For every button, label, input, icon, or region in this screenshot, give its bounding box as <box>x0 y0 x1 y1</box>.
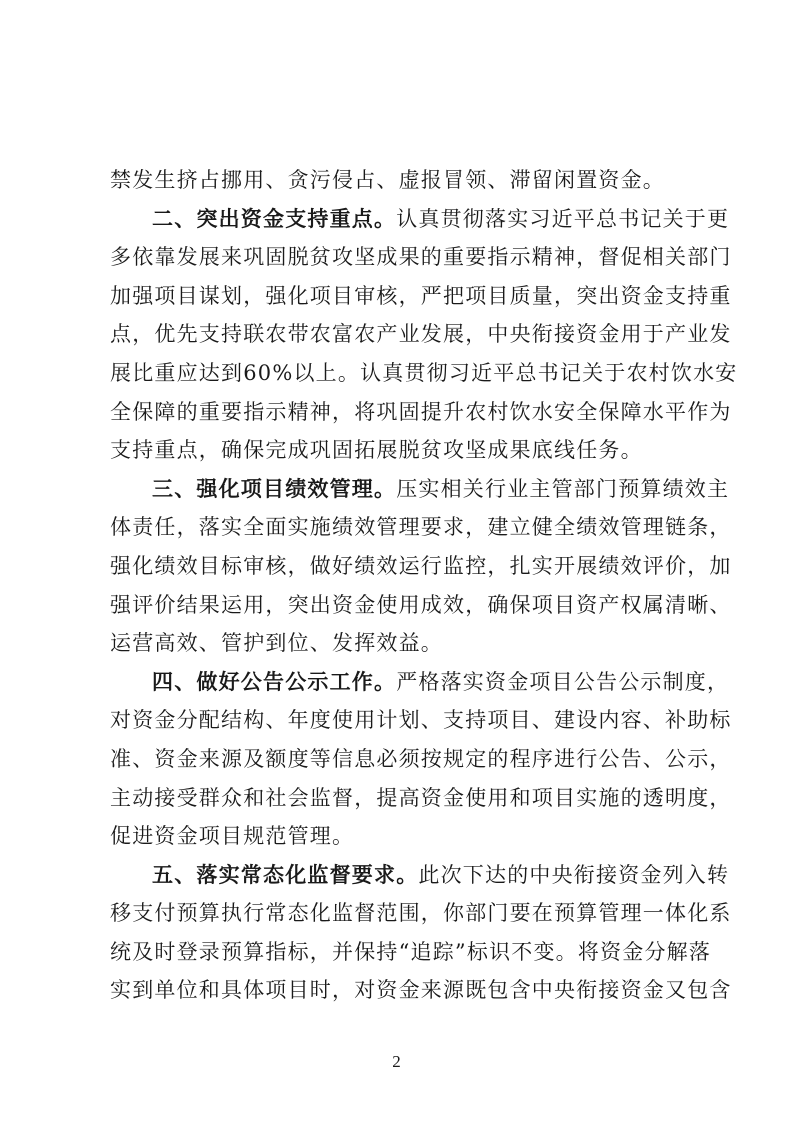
text-line <box>110 856 730 895</box>
page-number: 2 <box>392 1052 401 1071</box>
text-line: 统及时登录预算指标，并保持“追踪”标识不变。将资金分解落 <box>110 939 712 964</box>
line-text: 认真贯彻落实习近平总书记关于更 <box>396 206 730 231</box>
text-line: 强评价结果运用，突出资金使用成效，确保项目资产权属清晰、 <box>110 592 732 617</box>
text-line: 全保障的重要指示精神，将巩固提升农村饮水安全保障水平作为 <box>110 399 732 424</box>
text-line: 加强项目谋划，强化项目审核，严把项目质量，突出资金支持重 <box>110 283 732 308</box>
section-heading: 四、做好公告公示工作。 <box>152 669 397 694</box>
text-line: 对资金分配结构、年度使用计划、支持项目、建设内容、补助标 <box>110 708 732 733</box>
text-line: 禁发生挤占挪用、贪污侵占、虚报冒领、滞留闲置资金。 <box>110 168 665 192</box>
section-heading: 二、突出资金支持重点。 <box>152 206 397 231</box>
text-line <box>110 470 730 509</box>
text-line: 移支付预算执行常态化监督范围，你部门要在预算管理一体化系 <box>110 901 732 926</box>
section-heading: 三、强化项目绩效管理。 <box>152 476 397 501</box>
line-text: 此次下达的中央衔接资金列入转 <box>418 862 730 887</box>
text-line: 主动接受群众和社会监督，提高资金使用和项目实施的透明度， <box>110 785 732 810</box>
line-text: 严格落实资金项目公告公示制度， <box>396 669 730 694</box>
text-line: 运营高效、管护到位、发挥效益。 <box>110 631 443 656</box>
text-line <box>110 200 730 239</box>
text-line <box>110 663 730 702</box>
text-line: 促进资金项目规范管理。 <box>110 824 355 849</box>
text-line: 实到单位和具体项目时，对资金来源既包含中央衔接资金又包含 <box>110 978 732 1003</box>
section-heading: 五、落实常态化监督要求。 <box>152 862 419 887</box>
text-line: 支持重点，确保完成巩固拓展脱贫攻坚成果底线任务。 <box>110 438 643 463</box>
text-line: 多依靠发展来巩固脱贫攻坚成果的重要指示精神，督促相关部门 <box>110 245 732 270</box>
line-text: 压实相关行业主管部门预算绩效主 <box>396 476 730 501</box>
text-line: 点，优先支持联农带农富农产业发展，中央衔接资金用于产业发 <box>110 322 732 347</box>
text-line: 准、资金来源及额度等信息必须按规定的程序进行公告、公示， <box>110 746 732 771</box>
text-line: 体责任，落实全面实施绩效管理要求，建立健全绩效管理链条， <box>110 515 732 540</box>
text-line: 强化绩效目标审核，做好绩效运行监控，扎实开展绩效评价，加 <box>110 553 732 578</box>
text-line: 展比重应达到60%以上。认真贯彻习近平总书记关于农村饮水安 <box>110 360 738 385</box>
body-text <box>110 161 738 1010</box>
